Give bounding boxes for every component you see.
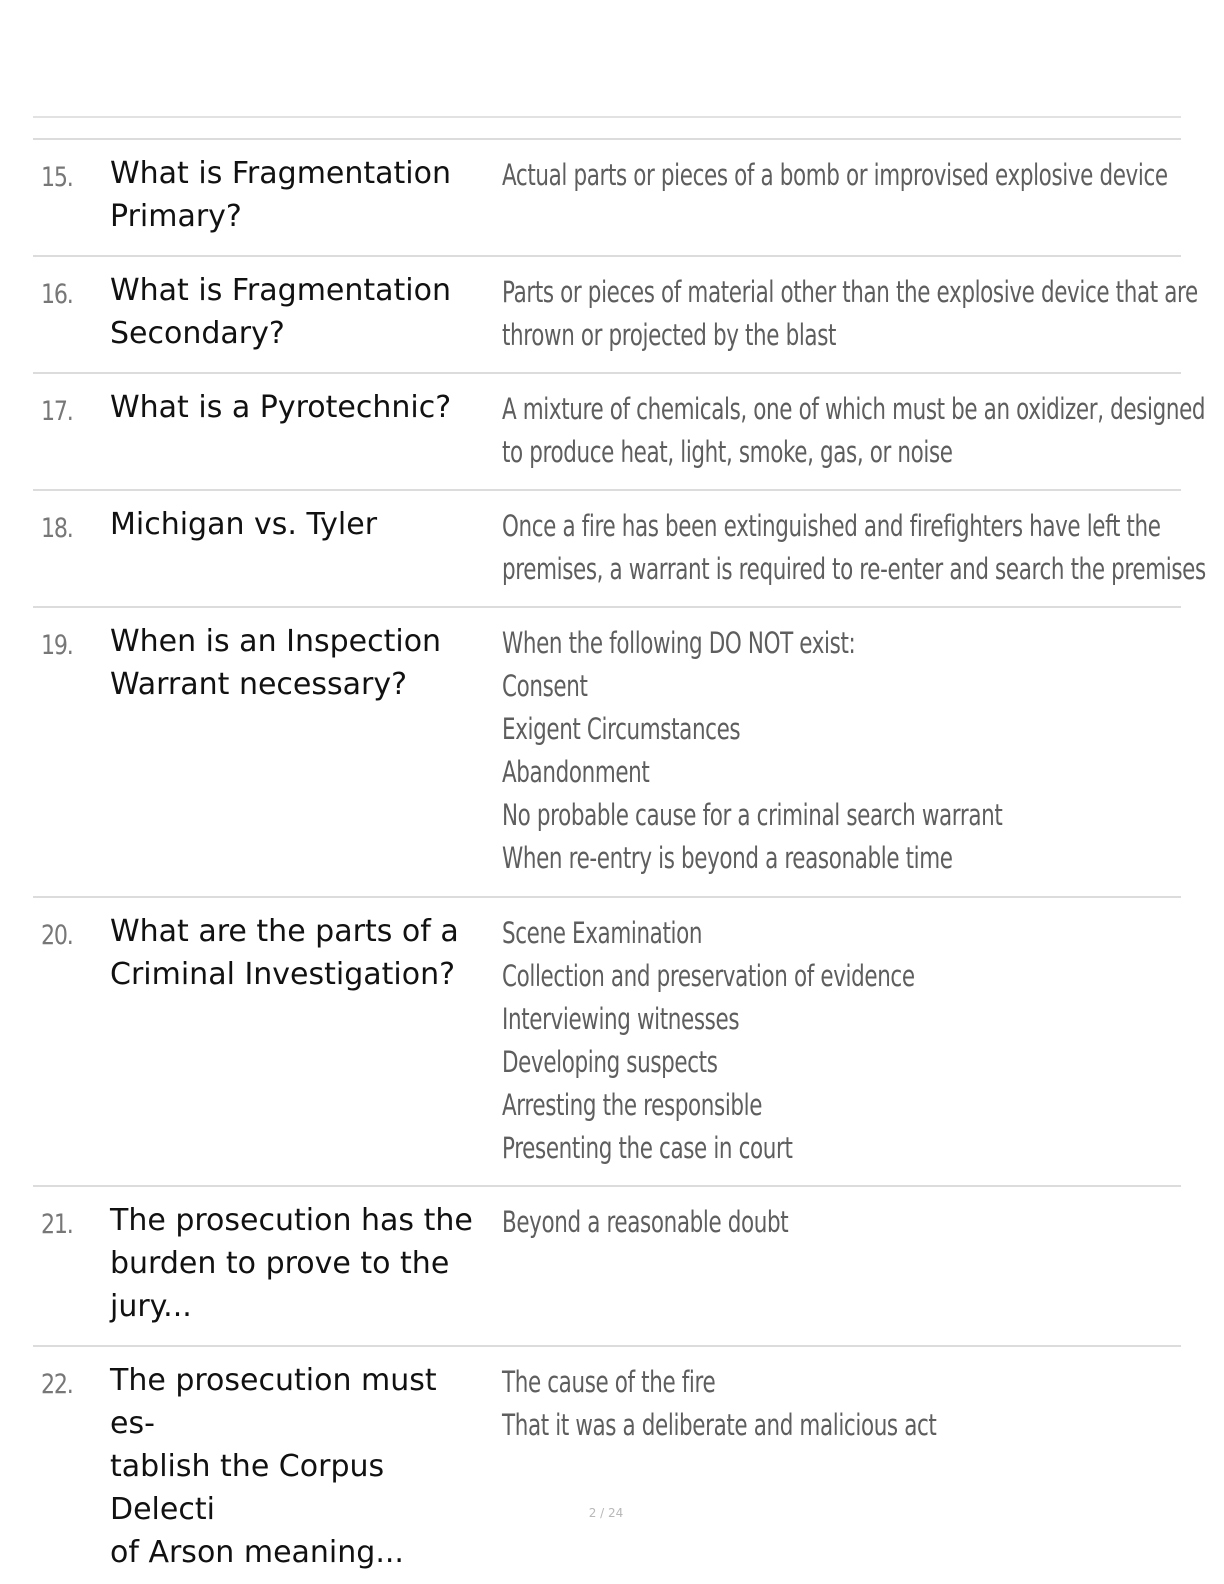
- definition-line: Scene Examination: [502, 916, 703, 950]
- card-term: When is an Inspection Warrant necessary?: [110, 624, 442, 702]
- card-term: The prosecution must es- tablish the Corpus Delecti of Arson meaning...: [110, 1363, 437, 1570]
- card-definition: [502, 154, 1168, 197]
- page-number: 2 / 24: [588, 1506, 624, 1520]
- flashcard-21: [33, 1185, 1181, 1345]
- card-number: 17.: [41, 396, 73, 427]
- card-definition: [502, 1361, 1168, 1447]
- definition-line: Presenting the case in court: [502, 1131, 793, 1165]
- flashcard-16: [33, 255, 1198, 372]
- flashcard-20: [33, 896, 1181, 1185]
- definition-line: Once a fire has been extinguished and firefighters have left the: [502, 509, 1161, 543]
- card-definition: [502, 1201, 1168, 1244]
- definition-line: Collection and preservation of evidence: [502, 959, 915, 993]
- definition-line: Exigent Circumstances: [502, 712, 741, 746]
- definition-line: When the following DO NOT exist:: [502, 626, 856, 660]
- flashcard-18: [33, 489, 1206, 606]
- definition-line: Arresting the responsible: [502, 1088, 763, 1122]
- card-term: What is Fragmentation Secondary?: [110, 273, 452, 351]
- flashcard-15: [33, 138, 1181, 255]
- definition-line: to produce heat, light, smoke, gas, or noise: [502, 435, 953, 469]
- definition-line: Parts or pieces of material other than the explosive device that are: [502, 275, 1198, 309]
- card-term: What are the parts of a Criminal Investigation?: [110, 914, 459, 992]
- definition-line: Interviewing witnesses: [502, 1002, 740, 1036]
- card-definition: [502, 622, 1168, 880]
- card-number: 16.: [41, 279, 73, 310]
- card-term: The prosecution has the burden to prove to the jury...: [110, 1203, 473, 1324]
- card-number: 18.: [41, 513, 73, 544]
- card-term: What is Fragmentation Primary?: [110, 156, 452, 234]
- card-definition: [502, 388, 1206, 474]
- flashcard-19: [33, 606, 1181, 896]
- definition-line: That it was a deliberate and malicious act: [502, 1408, 937, 1442]
- definition-line: thrown or projected by the blast: [502, 318, 837, 352]
- flashcard-17: [33, 372, 1206, 489]
- card-term: Michigan vs. Tyler: [110, 507, 378, 542]
- definition-line: Beyond a reasonable doubt: [502, 1205, 789, 1239]
- card-number: 22.: [41, 1369, 73, 1400]
- definition-line: Developing suspects: [502, 1045, 718, 1079]
- card-number: 19.: [41, 630, 73, 661]
- definition-line: The cause of the fire: [502, 1365, 716, 1399]
- definition-line: A mixture of chemicals, one of which must be an oxidizer, designed: [502, 392, 1206, 426]
- definition-line: When re-entry is beyond a reasonable time: [502, 841, 953, 875]
- card-definition: [502, 505, 1206, 591]
- card-number: 20.: [41, 920, 73, 951]
- definition-line: Actual parts or pieces of a bomb or improvised explosive device: [502, 158, 1168, 192]
- card-number: 15.: [41, 162, 73, 193]
- top-divider: [33, 116, 1181, 118]
- card-definition: [502, 271, 1198, 357]
- definition-line: premises, a warrant is required to re-enter and search the premises: [502, 552, 1206, 586]
- definition-line: Consent: [502, 669, 588, 703]
- card-number: 21.: [41, 1209, 73, 1240]
- card-term: What is a Pyrotechnic?: [110, 390, 452, 425]
- card-definition: [502, 912, 1168, 1170]
- definition-line: No probable cause for a criminal search warrant: [502, 798, 1003, 832]
- definition-line: Abandonment: [502, 755, 650, 789]
